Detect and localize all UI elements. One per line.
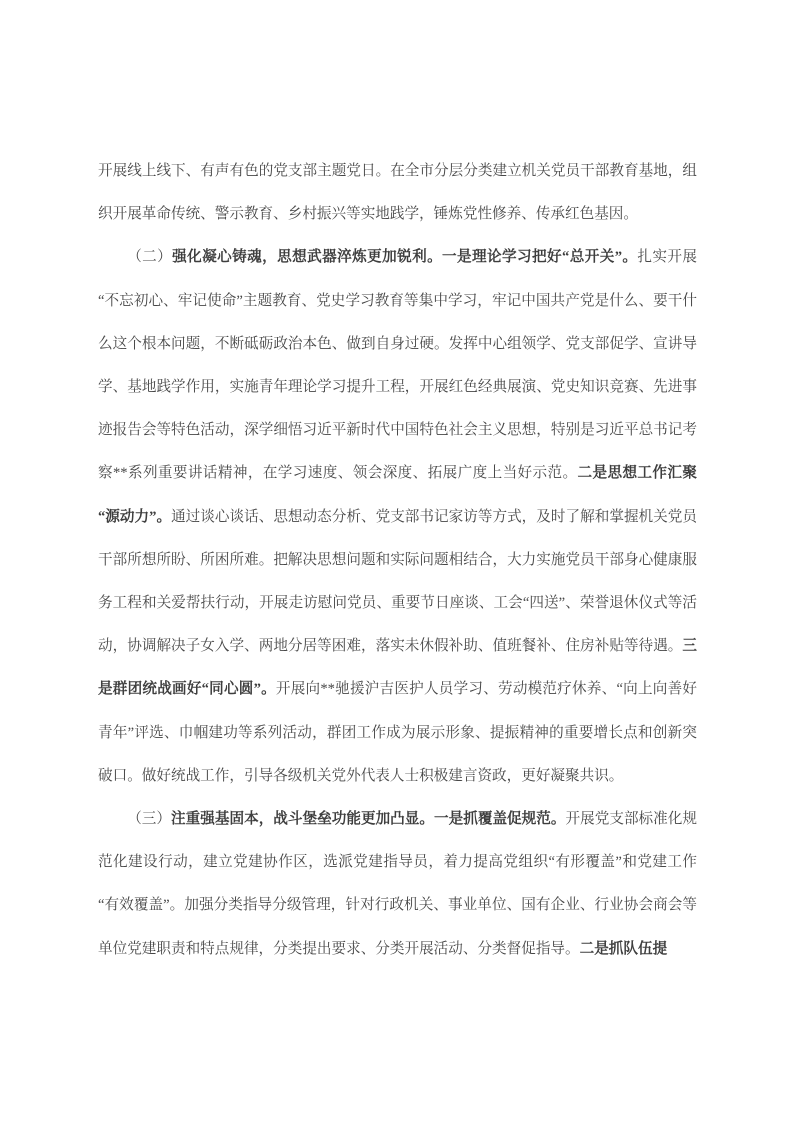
paragraph xyxy=(98,798,697,971)
text-run: 开展线上线下、有声有色的党支部主题党日。在全市分层分类建立机关党员干部教育基地，组织开展革命传统、警示教育、乡村振兴等实地践学，锤炼党性修养、传承红色基因。 xyxy=(98,163,697,223)
text-run: （二） xyxy=(127,249,173,266)
document-content[interactable] xyxy=(98,150,697,971)
emphasis-text-run: 三是群团统战画好“同心圆”。 xyxy=(98,638,697,698)
paragraph xyxy=(98,150,697,236)
text-run: 通过谈心谈话、思想动态分析、党支部书记家访等方式，及时了解和掌握机关党员干部所想所盼、所困所难。把解决思想问题和实际问题相结合，大力实施党员干部身心健康服务工程和关爱帮扶行动，开展走访慰问党员、重要节日座谈、工会“四送”、荣誉退休仪式等活动，协调解决子女入学、两地分居等困难，落实未休假补助、值班餐补、住房补贴等待遇。 xyxy=(98,508,697,655)
emphasis-text-run: 注重强基固本，战斗堡垒功能更加凸显。一是抓覆盖促规范。 xyxy=(171,811,566,828)
emphasis-text-run: 二是抓队伍提 xyxy=(579,940,668,957)
paragraph xyxy=(98,236,697,798)
text-run: 开展向**驰援沪吉医护人员学习、劳动模范疗休养、“向上向善好青年”评选、巾帼建功等系列活动，群团工作成为展示形象、提振精神的重要增长点和创新突破口。做好统战工作，引导各级机关党外代表人士积极建言资政，更好凝聚共识。 xyxy=(98,681,697,784)
emphasis-text-run: 二是思想工作汇聚“源动力”。 xyxy=(98,465,697,525)
text-run: 扎实开展“不忘初心、牢记使命”主题教育、党史学习教育等集中学习，牢记中国共产党是什么、要干什么这个根本问题，不断砥砺政治本色、做到自身过硬。发挥中心组领学、党支部促学、宣讲导学、基地践学作用，实施青年理论学习提升工程，开展红色经典展演、党史知识竞赛、先进事迹报告会等特色活动，深学细悟习近平新时代中国特色社会主义思想，特别是习近平总书记考察**系列重要讲话精神，在学习速度、领会深度、拓展广度上当好示范。 xyxy=(98,249,697,482)
text-run: 开展党支部标准化规范化建设行动，建立党建协作区，选派党建指导员，着力提高党组织“有形覆盖”和党建工作“有效覆盖”。加强分类指导分级管理，针对行政机关、事业单位、国有企业、行业协会商会等单位党建职责和特点规律，分类提出要求、分类开展活动、分类督促指导。 xyxy=(98,811,697,957)
emphasis-text-run: 强化凝心铸魂，思想武器淬炼更加锐利。一是理论学习把好“总开关”。 xyxy=(172,249,638,266)
text-run: （三） xyxy=(127,811,172,828)
